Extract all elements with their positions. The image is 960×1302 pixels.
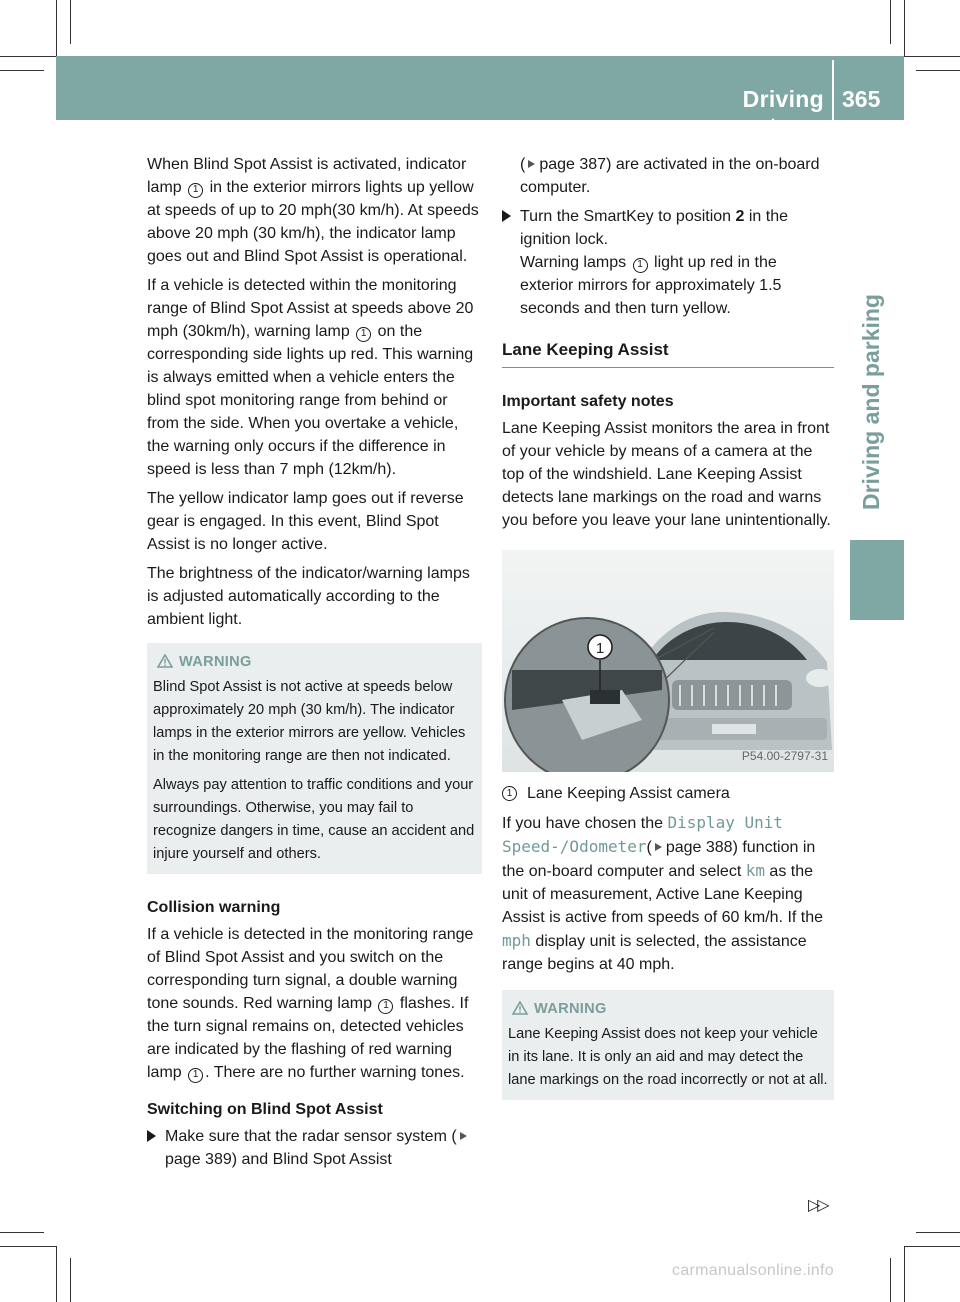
left-column (147, 153, 482, 1177)
subheading-safety-notes: Important safety notes (502, 393, 674, 410)
crop-mark (56, 0, 57, 56)
image-legend-item: 1 Lane Keeping Assist camera (502, 782, 834, 805)
crop-mark (56, 1246, 57, 1302)
crop-mark (904, 1246, 960, 1247)
warning-text: Lane Keeping Assist does not keep your vehicle in its lane. It is only an aid and may detect the lane markings on the road incorrectly or not at all. (508, 1026, 828, 1088)
page-reference-icon (528, 160, 535, 168)
chapter-tab-label: Driving and parking (858, 294, 884, 510)
crop-mark (0, 70, 44, 71)
chapter-tab-marker (850, 540, 904, 620)
crop-mark (904, 0, 905, 56)
subheading-collision-warning: Collision warning (147, 899, 281, 916)
crop-mark (890, 1258, 891, 1302)
marker-1-icon: 1 (378, 999, 393, 1014)
watermark: carmanualsonline.info (672, 1262, 834, 1279)
image-reference-code: P54.00-2797-31 (741, 749, 828, 763)
instruction-step: Turn the SmartKey to position 2 in the ignition lock. Warning lamps 1 light up red in the exterior mirrors for approximately 1.5 seconds and then turn yellow. (502, 205, 834, 320)
lane-keeping-camera-image (502, 550, 834, 772)
paragraph: If you have chosen the Display Unit Speed-/Odometer( page 388) function in the on-board computer and select km as the unit of measurement, Active Lane Keeping Assist is active from speeds of 60 km/h. If the mph display unit is selected, the assistance range begins at 40 mph. (502, 813, 824, 973)
image-marker-label: 1 (595, 640, 605, 657)
right-column (502, 153, 834, 1122)
warning-box (147, 643, 482, 874)
car-illustration (502, 550, 834, 772)
warning-text: Blind Spot Assist is not active at speeds below approximately 20 mph (30 km/h). The indicator lamps in the exterior mirrors are yellow. Vehicles in the monitoring range are then not indicated. (153, 679, 466, 764)
step-arrow-icon (502, 210, 511, 222)
warning-triangle-icon (512, 1001, 528, 1015)
paragraph: The yellow indicator lamp goes out if reverse gear is engaged. In this event, Blind Spot Assist is no longer active. (147, 490, 464, 553)
marker-1-icon: 1 (356, 327, 371, 342)
paragraph: ( page 387) are activated in the on-board computer. (520, 156, 820, 196)
page-reference-icon (655, 843, 662, 851)
continued-next-page-icon: ▷▷ (808, 1197, 827, 1214)
marker-1-icon: 1 (188, 1068, 203, 1083)
subheading-switching-on: Switching on Blind Spot Assist (147, 1101, 383, 1118)
crop-mark (916, 1232, 960, 1233)
section-title: Driving systems (729, 86, 824, 139)
warning-title: WARNING (153, 651, 478, 674)
paragraph: If a vehicle is detected in the monitoring range of Blind Spot Assist and you switch on the corresponding turn signal, a double warning tone sounds. Red warning lamp 1 flashes. If the turn signal remains on, detected vehicles are indicated by the flashing of red warning lamp 1 . There are no further warning tones. (147, 926, 474, 1081)
page-number: 365 (842, 86, 881, 112)
page-reference-icon (460, 1132, 467, 1140)
step-arrow-icon (147, 1130, 156, 1142)
header-divider (832, 60, 834, 120)
crop-mark (904, 56, 960, 57)
marker-1-icon: 1 (633, 258, 648, 273)
warning-box (502, 990, 834, 1100)
paragraph: If a vehicle is detected within the monitoring range of Blind Spot Assist at speeds above 20 mph (30km/h), warning lamp 1 on the corresponding side lights up red. This warning is always emitted when a vehicle enters the blind spot monitoring range from behind or from the side. When you overtake a vehicle, the warning only occurs if the difference in speed is less than 7 mph (12km/h). (147, 277, 474, 478)
crop-mark (0, 56, 56, 57)
paragraph: Lane Keeping Assist monitors the area in front of your vehicle by means of a camera at the top of the windshield. Lane Keeping Assist detects lane markings on the road and warns you before you leave your lane unintentionally. (502, 420, 831, 529)
marker-1-icon: 1 (188, 183, 203, 198)
crop-mark (890, 0, 891, 44)
paragraph: When Blind Spot Assist is activated, indicator lamp 1 in the exterior mirrors lights up yellow at speeds of up to 20 mph(30 km/h). At speeds above 20 mph (30 km/h), the indicator lamp goes out and Blind Spot Assist is operational. (147, 156, 479, 265)
crop-mark (0, 1246, 56, 1247)
warning-text: Always pay attention to traffic conditions and your surroundings. Otherwise, you may fail to recognize dangers in time, cause an accident and injure yourself and others. (153, 777, 475, 862)
crop-mark (0, 1232, 44, 1233)
crop-mark (904, 1246, 905, 1302)
section-heading-lane-keeping-assist: Lane Keeping Assist (502, 338, 834, 368)
instruction-step: Make sure that the radar sensor system (page 389) and Blind Spot Assist (147, 1125, 482, 1171)
warning-triangle-icon (157, 654, 173, 668)
crop-mark (70, 0, 71, 44)
crop-mark (916, 70, 960, 71)
marker-1-icon: 1 (502, 786, 517, 801)
crop-mark (70, 1258, 71, 1302)
warning-title: WARNING (508, 998, 830, 1021)
paragraph: The brightness of the indicator/warning lamps is adjusted automatically according to the ambient light. (147, 565, 470, 628)
